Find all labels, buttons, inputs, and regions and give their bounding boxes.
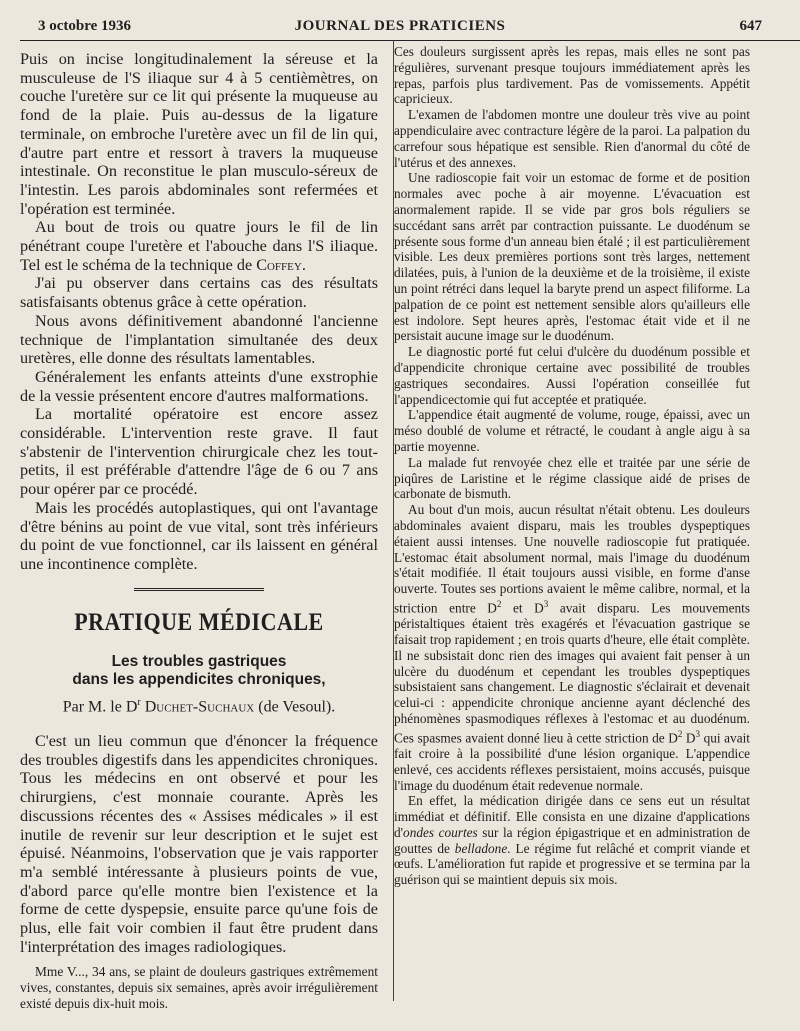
paragraph: Puis on incise longitudinalement la séreuse et la musculeuse de l'S iliaque sur 4 à 5 centièmètres, on couche l'uretère sur ce lit qui présente la muqueuse au fond de la plaie. Puis au-dessus de la ligature terminale, on embroche l'uretère avec un fil de lin qui, d'autre part entre et ressort à travers la muqueuse intestinale. On reconstitue le plan musculo-séreux de l'intestin. Les parois abdominales sont refermées et l'opération est terminée. xyxy=(20,50,378,218)
paragraph: En effet, la médication dirigée dans ce sens eut un résultat immédiat et définitif. Elle consista en une dizaine d'applications d'ondes courtes sur la région épigastrique et en administration de gouttes de belladone. Le régime fut relâché et comprit viande et œufs. L'amélioration fut rapide et progressive et se termina par la guérison qui se maintient depuis six mois. xyxy=(394,793,750,888)
paragraph: L'appendice était augmenté de volume, rouge, épaissi, avec un méso doublé de volume et rétracté, le coudant à angle aigu à sa partie moyenne. xyxy=(394,407,750,454)
section-separator xyxy=(134,588,264,593)
paragraph: Le diagnostic porté fut celui d'ulcère du duodénum possible et d'appendicite chronique certaine avec possibilité de troubles gastriques secondaires. Aussi l'opération conseillée fut l'appendicectomie qui fut acceptée et pratiquée. xyxy=(394,344,750,407)
paragraph: Généralement les enfants atteints d'une exstrophie de la vessie présentent encore d'autres malformations. xyxy=(20,367,378,405)
paragraph: Au bout de trois ou quatre jours le fil de lin pénétrant coupe l'uretère et l'abouche dans l'S iliaque. Tel est le schéma de la technique de Coffey. xyxy=(20,218,378,274)
running-header xyxy=(38,18,762,38)
paragraph: Au bout d'un mois, aucun résultat n'était obtenu. Les douleurs abdominales avaient disparu, mais les troubles dyspeptiques étaient aussi intenses. Une nouvelle radioscopie fut pratiquée. L'estomac était absolument normal, mais l'image du duodénum s'était modifiée. Il était toujours aussi visible, en forme d'anse ouverte. Toutes ses portions avaient le même calibre, normal, et la striction entre $D^2$ et $D^3$ avait disparu. Les mouvements péristaltiques étaient très exagérés et l'évacuation gastrique se faisait trop rapidement ; en trois quarts d'heure, elle était complète. Il ne subsistait donc rien des images qui avaient fait penser à un ulcère du duodénum et cependant les troubles dyspeptiques subsistaient sans changement. Le diagnostic s'éclairait et devenait celui-ci : appendicite chronique ancienne ayant déclenché des phénomènes spasmodiques réflexes à l'estomac et au duodénum. Ces spasmes avaient donné lieu à cette striction de $D^2$ $D^3$ qui avait fait croire à la possibilité d'une lésion organique. L'appendice enlevé, ces accidents réflexes persistaient, moins accusés, puisque l'image du duodénum était redevenue normale. xyxy=(394,502,751,793)
article-byline: Par M. le $D^r$ Duchet-Suchaux (de Vesoul). xyxy=(62,696,336,716)
right-column xyxy=(394,44,750,888)
paragraph: La mortalité opératoire est encore assez considérable. L'intervention reste grave. Il faut s'abstenir de l'intervention chirurgicale chez les tout-petits, il est préférable d'attendre l'âge de 6 ou 7 ans pour opérer par ce procédé. xyxy=(20,405,378,499)
article-title: Les troubles gastriques dans les appendicites chroniques, xyxy=(72,652,326,688)
paragraph: Ces douleurs surgissent après les repas, mais elles ne sont pas régulières, survenant presque toujours immédiatement après les repas, parfois plus tardivement. Pas de vomissements. Appétit capricieux. xyxy=(394,44,750,107)
header-rule xyxy=(20,40,800,41)
paragraph: L'examen de l'abdomen montre une douleur très vive au point appendiculaire avec contracture légère de la paroi. La palpation du carrefour sous hépatique est sensible. Rien d'anormal du côté de l'utérus et des annexes. xyxy=(394,107,750,170)
journal-title: JOURNAL DES PRATICIENS xyxy=(294,18,506,34)
header-date: 3 octobre 1936 xyxy=(38,18,132,34)
paragraph: C'est un lieu commun que d'énoncer la fréquence des troubles digestifs dans les appendicites chroniques. Tous les médecins en ont observé et pour les chirurgiens, c'est monnaie courante. Après les discussions récentes des « Assises médicales » il est inutile de revenir sur leur description et le sujet est épuisé. Néanmoins, l'observation que je vais rapporter m'a semblé intéressante à plusieurs points de vue, d'abord parce qu'elle montre bien l'existence et la forme de cette dyspepsie, ensuite parce qu'une fois de plus, elle fait voir combien il faut être prudent dans l'interprétation des images radiologiques. xyxy=(20,732,378,956)
page-number: 647 xyxy=(739,18,762,34)
paragraph: J'ai pu observer dans certains cas des résultats satisfaisants obtenus grâce à cette opération. xyxy=(20,274,378,312)
left-column xyxy=(20,50,378,1012)
paragraph: Mais les procédés autoplastiques, qui ont l'avantage d'être bénins au point de vue vital, sont très inférieurs du point de vue fonctionnel, car ils laissent en général une incontinence complète. xyxy=(20,498,378,573)
author-name-coffey: Coffey xyxy=(256,255,302,274)
author-name: Duchet-Suchaux xyxy=(144,698,255,716)
paragraph: Une radioscopie fait voir un estomac de forme et de position normales avec poche à air moyenne. L'évacuation est anormalement rapide. Il se vide par gros bols réguliers se succédant sans arrêt par contraction puissante. Le duodénum se présente sous forme d'un anneau bien étalé ; il est particulièrement visible. Les deux premières portions sont très larges, nettement dilatées, puis, à l'union de la deuxième et de la troisième, il existe un point rétréci dans lequel la baryte prend un aspect filiforme. La palpation de ce point est nettement sensible alors qu'ailleurs elle est indolore. Sept heures après, l'estomac était vide et il ne persistait aucune image sur le duodénum. xyxy=(394,170,750,344)
paragraph: Mme V..., 34 ans, se plaint de douleurs gastriques extrêmement vives, constantes, depuis six semaines, après avoir irrégulièrement existé depuis dix-huit mois. xyxy=(20,964,378,1012)
paragraph: Nous avons définitivement abandonné l'ancienne technique de l'implantation simultanée des deux uretères, elle donne des résultats lamentables. xyxy=(20,311,378,368)
section-title: PRATIQUE MÉDICALE xyxy=(74,606,324,636)
paragraph: La malade fut renvoyée chez elle et traitée par une série de piqûres de Laristine et le régime classique aidé de prises de carbonate de bismuth. xyxy=(394,454,750,502)
